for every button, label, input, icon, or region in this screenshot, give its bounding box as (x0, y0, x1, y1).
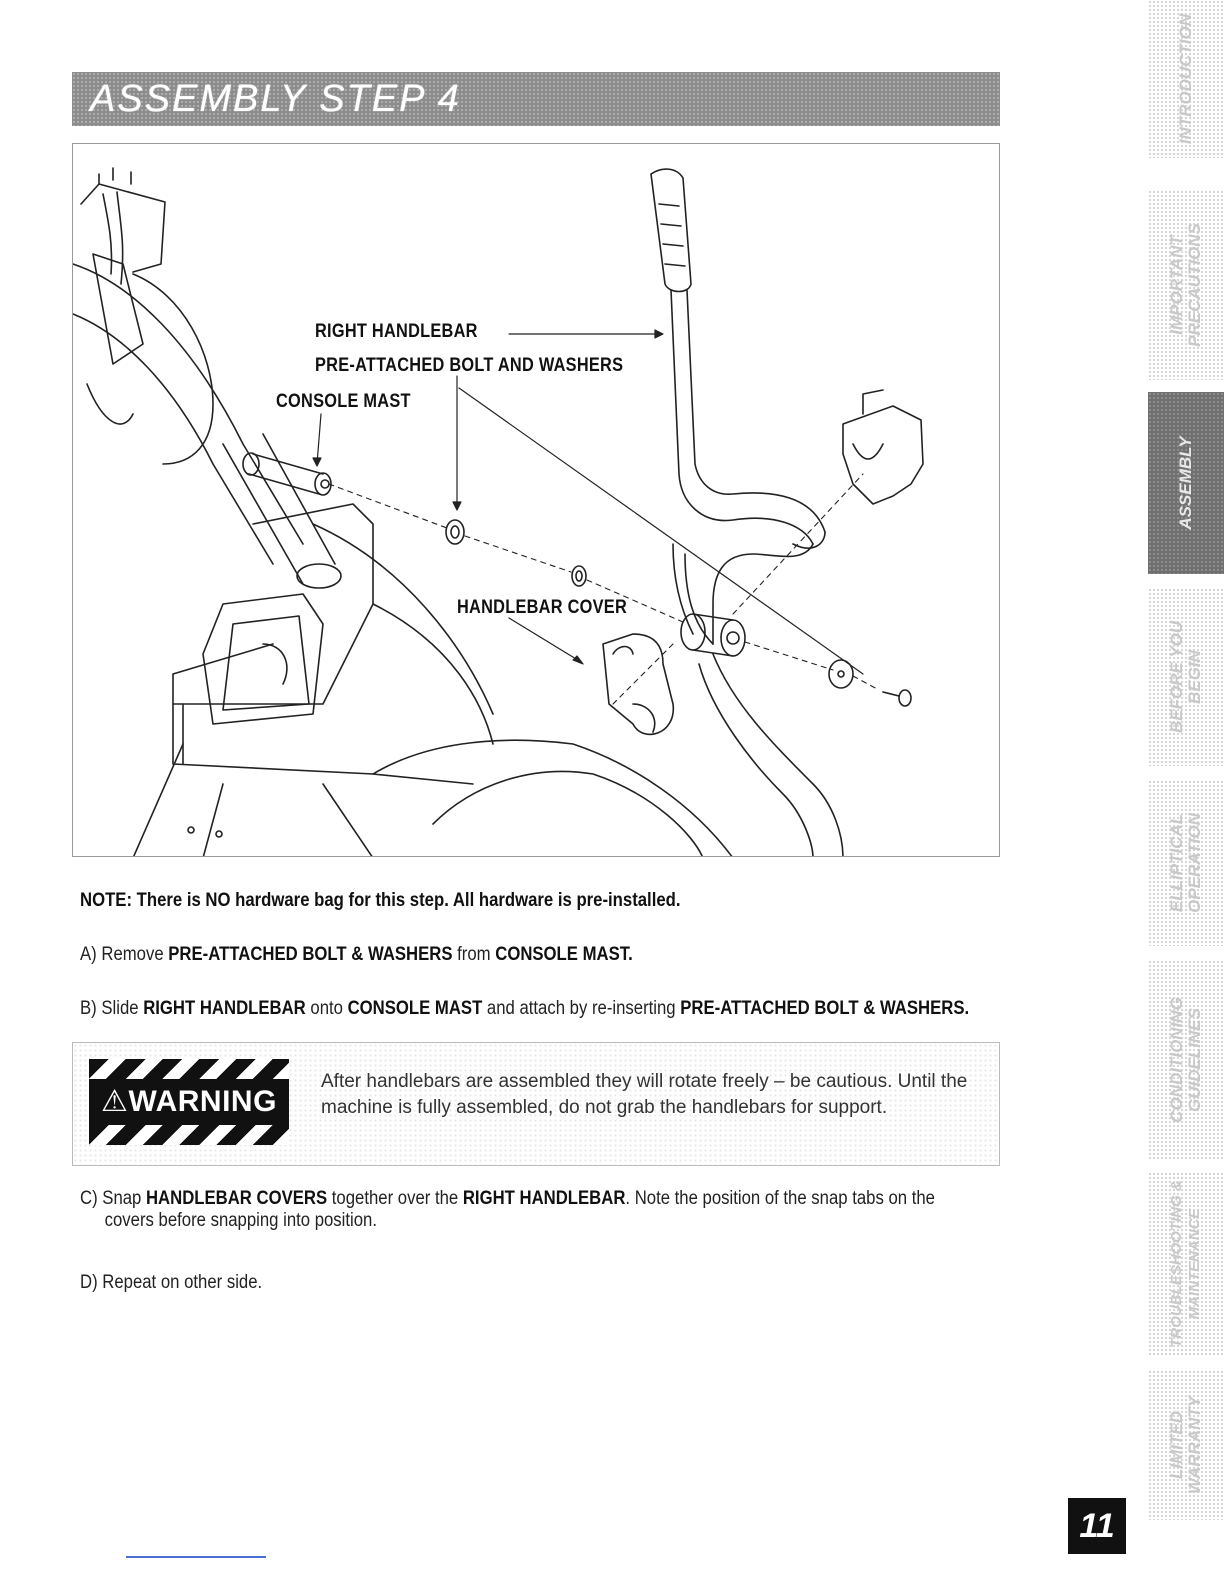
warning-text: After handlebars are assembled they will rotate freely – be cautious. Until the machine is fully assembled, do not grab the handlebars for support. (321, 1071, 968, 1118)
side-tab-elliptical-operation[interactable] (1148, 780, 1224, 946)
label-handlebar-cover: HANDLEBAR COVER (457, 597, 628, 618)
side-tab-limited-warranty[interactable] (1148, 1370, 1224, 1520)
side-tab-assembly[interactable] (1148, 392, 1224, 574)
side-tab-troubleshooting-maintenance[interactable] (1148, 1172, 1224, 1356)
side-tab-label: TROUBLESHOOTING & MAINTENANCE (1168, 1180, 1203, 1348)
side-tab-label: CONDITIONING GUIDELINES (1167, 997, 1204, 1123)
step-a-part-bolt: PRE-ATTACHED BOLT & WASHERS (168, 944, 453, 965)
step-c-text-line2: covers before snapping into position. (104, 1210, 377, 1231)
assembly-diagram (72, 143, 1000, 857)
step-c (80, 1188, 935, 1232)
warning-sign (89, 1059, 289, 1145)
side-tab-label: INTRODUCTION (1176, 13, 1195, 145)
footer-rule (126, 1556, 266, 1558)
side-tab-label: ELLIPTICAL OPERATION (1167, 813, 1204, 913)
side-tab-important-precautions[interactable] (1148, 190, 1224, 380)
step-title: ASSEMBLY STEP 4 (90, 78, 461, 120)
step-c-part-handlebar: RIGHT HANDLEBAR (462, 1188, 626, 1209)
step-b-text: B) Slide (80, 998, 144, 1019)
hardware-note: NOTE: There is NO hardware bag for this step. All hardware is pre-installed. (80, 890, 681, 911)
step-b-part-bolt: PRE-ATTACHED BOLT & WASHERS. (680, 998, 970, 1019)
side-tab-before-you-begin[interactable] (1148, 588, 1224, 766)
warning-stripes-bottom (89, 1125, 289, 1145)
step-b (80, 998, 969, 1020)
side-tab-label: LIMITED WARRANTY (1167, 1395, 1204, 1495)
side-tab-label: ASSEMBLY (1176, 436, 1195, 530)
step-b-text-3: and attach by re-inserting (482, 998, 681, 1019)
step-a-text: A) Remove (80, 944, 169, 965)
step-c-part-covers: HANDLEBAR COVERS (145, 1188, 328, 1209)
warning-stripes-top (89, 1059, 289, 1079)
label-console-mast: CONSOLE MAST (276, 391, 411, 412)
label-bolt-washers: PRE-ATTACHED BOLT AND WASHERS (315, 355, 624, 376)
step-title-bar (72, 72, 1000, 126)
warning-sign-label: ⚠WARNING (89, 1079, 289, 1125)
side-tab-conditioning-guidelines[interactable] (1148, 960, 1224, 1160)
step-b-part-handlebar: RIGHT HANDLEBAR (143, 998, 306, 1019)
assembly-illustration (73, 144, 1000, 857)
step-c-text-3: . Note the position of the snap tabs on the (625, 1188, 935, 1209)
step-d: D) Repeat on other side. (80, 1272, 263, 1293)
warning-box (72, 1042, 1000, 1166)
step-b-text-2: onto (305, 998, 348, 1019)
side-tab-introduction[interactable] (1148, 0, 1224, 158)
label-right-handlebar: RIGHT HANDLEBAR (315, 321, 478, 342)
step-c-text-2: together over the (327, 1188, 463, 1209)
page-number: 11 (1068, 1498, 1126, 1554)
step-a (80, 944, 633, 966)
step-a-part-mast: CONSOLE MAST. (495, 944, 633, 965)
side-tab-label: BEFORE YOU BEGIN (1167, 620, 1204, 734)
side-tab-label: IMPORTANT PRECAUTIONS (1167, 223, 1204, 347)
step-a-text-2: from (452, 944, 496, 965)
step-b-part-mast: CONSOLE MAST (347, 998, 483, 1019)
step-c-text: C) Snap (80, 1188, 146, 1209)
